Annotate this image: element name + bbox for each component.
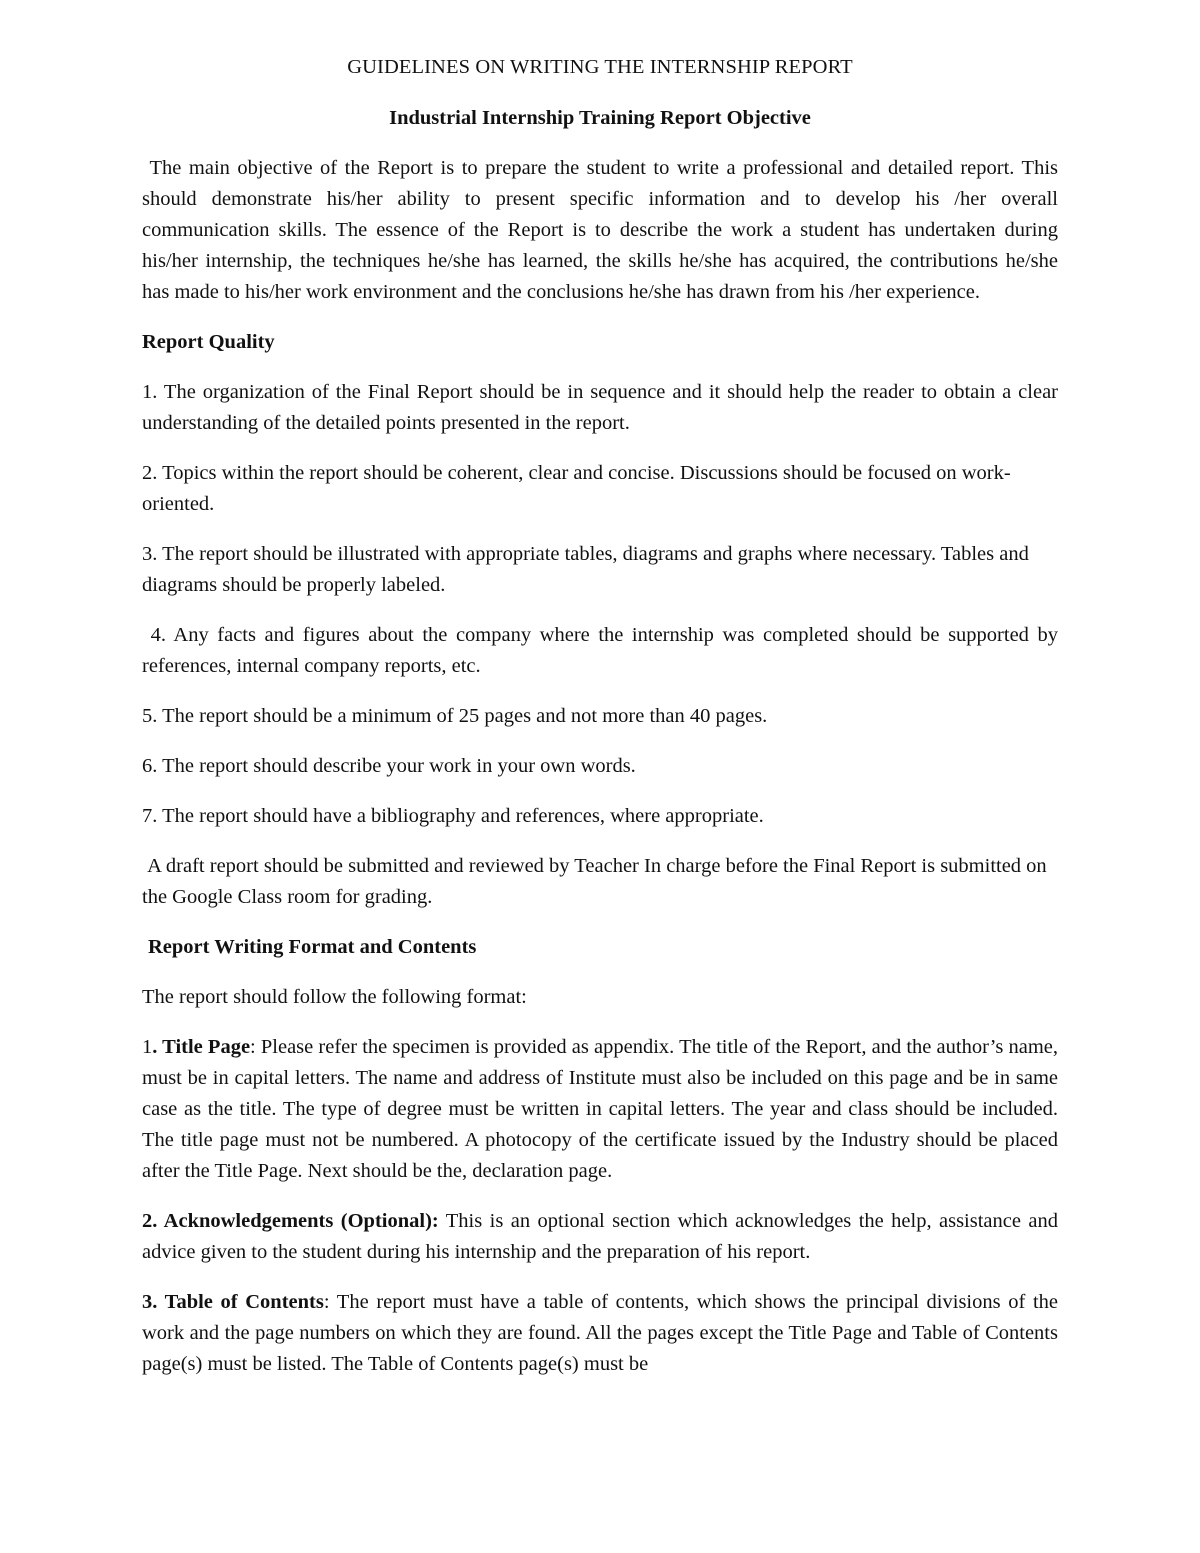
format-item-label: Table of Contents bbox=[164, 1291, 324, 1313]
format-item-number: 3 bbox=[142, 1291, 153, 1313]
quality-item-3: 3. The report should be illustrated with appropriate tables, diagrams and graphs where necessary. Tables and diagrams should be properly labeled. bbox=[142, 543, 1029, 596]
format-item-number: 2 bbox=[142, 1210, 153, 1232]
report-quality-heading: Report Quality bbox=[142, 331, 275, 353]
quality-item-2: 2. Topics within the report should be coherent, clear and concise. Discussions should be focused on work-oriented. bbox=[142, 462, 1011, 515]
quality-item-6: 6. The report should describe your work in your own words. bbox=[142, 755, 636, 777]
quality-item-1: 1. The organization of the Final Report should be in sequence and it should help the reader to obtain a clear understanding of the detailed points presented in the report. bbox=[142, 381, 1058, 434]
format-item-number-suffix: . bbox=[152, 1036, 163, 1058]
quality-item-7: 7. The report should have a bibliography and references, where appropriate. bbox=[142, 805, 764, 827]
format-item-label: Acknowledgements (Optional): bbox=[163, 1210, 439, 1232]
quality-item-4: 4. Any facts and figures about the company where the internship was completed should be supported by references, internal company reports, etc. bbox=[142, 624, 1064, 677]
format-item-text: : The report must have a table of contents, which shows the principal divisions of the work and the page numbers on which they are found. All the pages except the Title Page and Table of Contents page(s) must be listed. The Table of Contents page(s) must be bbox=[142, 1291, 1058, 1375]
format-item-table-of-contents bbox=[142, 1287, 1058, 1380]
format-item-text: : Please refer the specimen is provided as appendix. The title of the Report, and the author’s name, must be in capital letters. The name and address of Institute must also be included on this page and be in same case as the title. The type of degree must be written in capital letters. The year and class should be included. The title page must not be numbered. A photocopy of the certificate issued by the Industry should be placed after the Title Page. Next should be the, declaration page. bbox=[142, 1036, 1058, 1182]
format-item-title-page bbox=[142, 1032, 1058, 1187]
document-title: GUIDELINES ON WRITING THE INTERNSHIP REPORT bbox=[347, 56, 853, 78]
objective-paragraph: The main objective of the Report is to prepare the student to write a professional and detailed report. This should demonstrate his/her ability to present specific information and to develop his /her overall communication skills. The essence of the Report is to describe the work a student has undertaken during his/her internship, the techniques he/she has learned, the skills he/she has acquired, the contributions he/she has made to his/her work environment and the conclusions he/she has drawn from his /her experience. bbox=[142, 157, 1069, 303]
format-item-number-suffix: . bbox=[152, 1291, 165, 1313]
format-item-number-suffix: . bbox=[152, 1210, 164, 1232]
objective-heading: Industrial Internship Training Report Objective bbox=[389, 107, 811, 129]
format-item-acknowledgements bbox=[142, 1206, 1064, 1268]
document-page bbox=[142, 52, 1069, 1399]
draft-note-paragraph: A draft report should be submitted and reviewed by Teacher In charge before the Final Report is submitted on the Google Class room for grading. bbox=[142, 855, 1052, 908]
format-item-number: 1 bbox=[142, 1036, 153, 1058]
quality-item-5: 5. The report should be a minimum of 25 pages and not more than 40 pages. bbox=[142, 705, 768, 727]
format-intro: The report should follow the following format: bbox=[142, 986, 527, 1008]
format-heading: Report Writing Format and Contents bbox=[148, 936, 477, 958]
format-item-label: Title Page bbox=[162, 1036, 251, 1058]
format-item-text: This is an optional section which acknowledges the help, assistance and advice given to the student during his internship and the preparation of his report. bbox=[142, 1210, 1064, 1263]
